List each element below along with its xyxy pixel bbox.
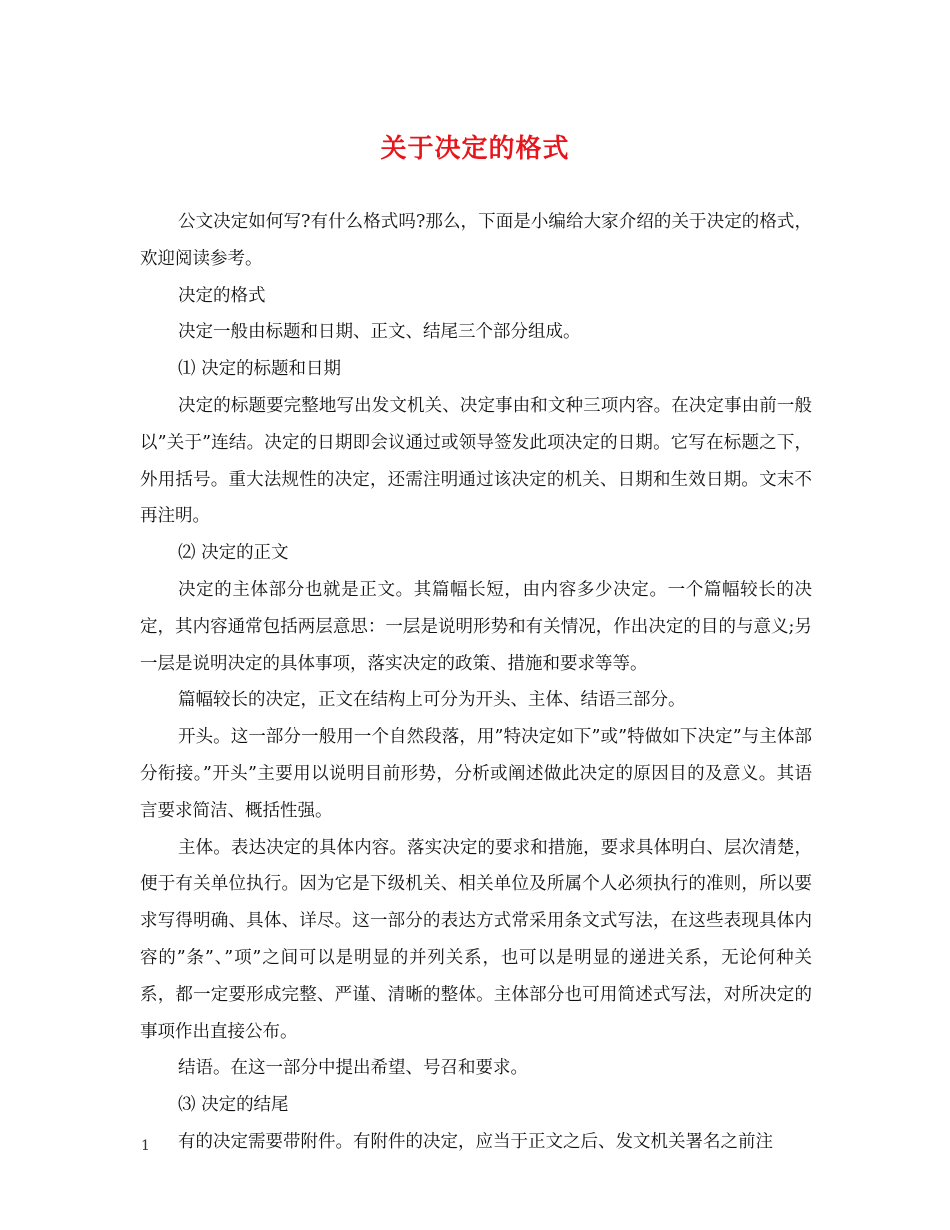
section-heading-title-date: ⑴ 决定的标题和日期 <box>178 359 342 380</box>
paragraph-body-structure: 篇幅较长的决定，正文在结构上可分为开头、主体、结语三部分。 <box>178 690 686 711</box>
paragraph-attachment: 有的决定需要带附件。有附件的决定，应当于正文之后、发文机关署名之前注 <box>178 1131 773 1152</box>
paragraph-main-part: 主体。表达决定的具体内容。落实决定的要求和措施，要求具体明白、层次清楚，便于有关单位执行。因为它是下级机关、相关单位及所属个人必须执行的准则，所以要求写得明确、具体、详尽。这一部分的表达方式常采用条文式写法，在这些表现具体内容的”条”、”项”之间可以是明显的并列关系，也可以是明显的递进关系，无论何种关系，都一定要形成完整、严谨、清晰的整体。主体部分也可用简述式写法，对所决定的事项作出直接公布。 <box>140 837 812 1042</box>
section-heading-ending: ⑶ 决定的结尾 <box>178 1095 289 1116</box>
document-title: 关于决定的格式 <box>380 134 570 164</box>
paragraph-composition: 决定一般由标题和日期、正文、结尾三个部分组成。 <box>178 322 581 343</box>
paragraph-title-date: 决定的标题要完整地写出发文机关、决定事由和文种三项内容。在决定事由前一般以”关于”连结。决定的日期即会议通过或领导签发此项决定的日期。它写在标题之下，外用括号。重大法规性的决定，还需注明通过该决定的机关、日期和生效日期。文末不再注明。 <box>140 395 812 527</box>
paragraph-conclusion: 结语。在这一部分中提出希望、号召和要求。 <box>178 1058 528 1079</box>
paragraph-intro: 公文决定如何写?有什么格式吗?那么，下面是小编给大家介绍的关于决定的格式，欢迎阅读参考。 <box>140 212 812 269</box>
section-heading-body: ⑵ 决定的正文 <box>178 543 289 564</box>
document-body <box>140 204 812 1161</box>
paragraph-opening: 开头。这一部分一般用一个自然段落，用”特决定如下”或”特做如下决定”与主体部分衔接。”开头”主要用以说明目前形势，分析或阐述做此决定的原因目的及意义。其语言要求简洁、概括性强。 <box>140 727 812 821</box>
heading-format: 决定的格式 <box>178 285 266 306</box>
paragraph-body-main: 决定的主体部分也就是正文。其篇幅长短，由内容多少决定。一个篇幅较长的决定，其内容通常包括两层意思：一层是说明形势和有关情况，作出决定的目的与意义;另一层是说明决定的具体事项，落实决定的政策、措施和要求等等。 <box>140 579 812 674</box>
page-number: 1 <box>141 1138 150 1154</box>
